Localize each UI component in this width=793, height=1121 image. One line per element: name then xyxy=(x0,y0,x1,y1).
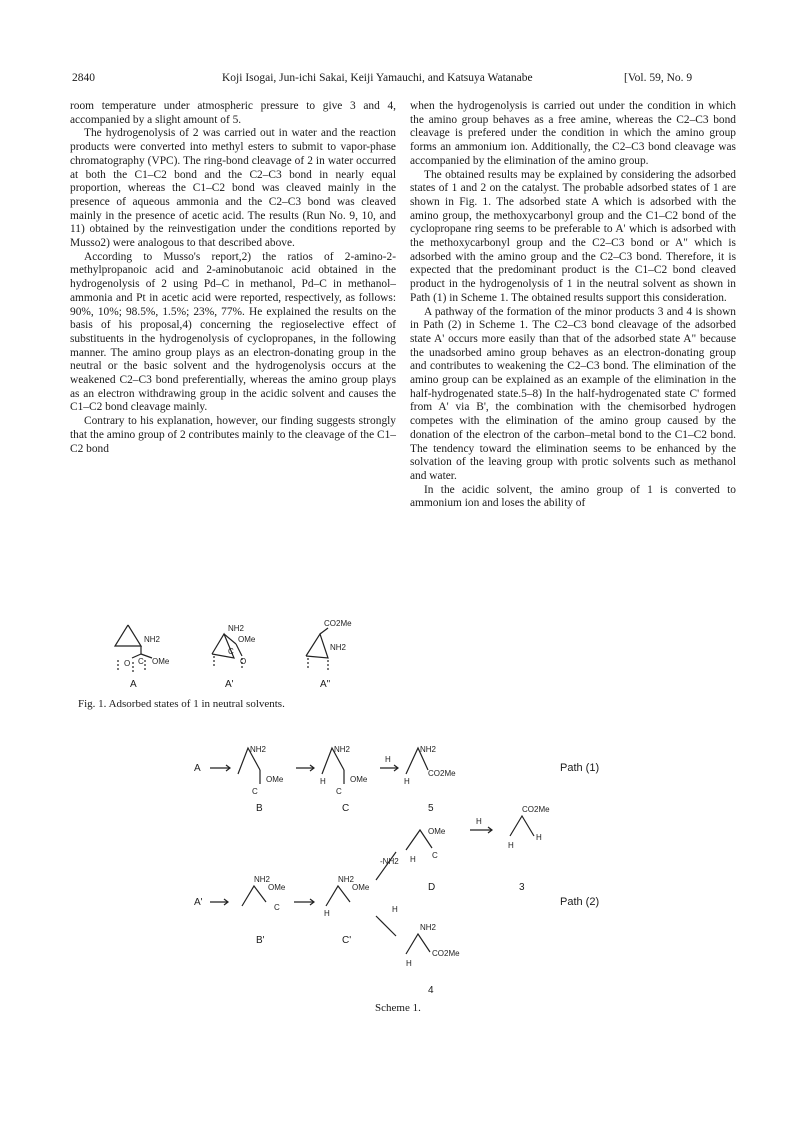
atom-label: NH2 xyxy=(144,635,161,644)
atom-label: NH2 xyxy=(338,875,355,884)
cyclopropane-ring-a xyxy=(115,625,141,646)
left-column xyxy=(70,100,396,456)
atom-label: H xyxy=(320,777,326,786)
atom-label: C xyxy=(432,851,438,860)
atom-label: OMe xyxy=(352,883,370,892)
atom-label: C xyxy=(252,787,258,796)
atom-label: NH2 xyxy=(334,745,351,754)
paragraph: A pathway of the formation of the minor products 3 and 4 is shown in Path (2) in Scheme 1. The C2–C3 bond cleavage of the adsorbed state A' occurs more easily than that of the adsorbed state A" because the unadsorbed amino group behaves as an electron-donating group and contributes to weakening the C2–C3 bond. The elimination of the amino group can be explained as an example of the elimination in the half-hydrogenated state.5–8) In the half-hydrogenated state C' formed from A' via B', the combination with the chemisorbed hydrogen competes with the elimination of the amino group caused by the donation of the electron of the carbon–metal bond to the C1–C2 bond. The tendency toward the elimination seems to be enhanced by the solvation of the leaving group with protic solvents such as methanol and water. xyxy=(410,305,736,482)
compound-label-5: 5 xyxy=(428,803,434,814)
volume-label: [Vol. 59, No. 9 xyxy=(624,72,693,84)
paragraph: According to Musso's report,2) the ratios of 2-amino-2-methylpropanoic acid and 2-aminobutanoic acid obtained in the hydrogenolysis of 2 using Pd–C in methanol, Pd–C in methanol–ammonia and Pt in acetic acid were reported, respectively, as follows: 90%, 10%; 98.5%, 1.5%; 23%, 77%. He explained the results on the basis of his proposal,4) concerning the regioselective effect of substituents in the hydrogenolysis of cyclopropanes, in the following manner. The amino group plays as an electron-donating group in the neutral or the basic solvent and the hydrogenolysis occurs at the weakened C2–C3 bond preferentially, whereas the amino group plays as an electron withdrawing group in the acidic solvent and causes the C1–C2 bond cleavage mainly. xyxy=(70,250,396,414)
atom-label: OMe xyxy=(268,883,286,892)
atom-label: CO2Me xyxy=(428,769,456,778)
right-column xyxy=(410,100,736,511)
atom-label: OMe xyxy=(350,775,368,784)
path-start-a: A xyxy=(194,763,201,774)
reaction-arrow xyxy=(376,916,396,936)
reagent-label: H xyxy=(392,905,398,914)
atom-label: NH2 xyxy=(254,875,271,884)
compound-label-c-prime: C' xyxy=(342,935,352,946)
reagent-label: H xyxy=(385,755,391,764)
atom-label: C xyxy=(228,647,234,656)
atom-label: H xyxy=(410,855,416,864)
reagent-label: H xyxy=(476,817,482,826)
atom-label: H xyxy=(406,959,412,968)
cyclopropane-ring-a-double-prime xyxy=(306,634,328,658)
figure-1-structures xyxy=(100,620,380,695)
atom-label: C xyxy=(274,903,280,912)
figure-1-caption: Fig. 1. Adsorbed states of 1 in neutral solvents. xyxy=(78,698,285,710)
compound-label-b: B xyxy=(256,803,263,814)
atom-label: H xyxy=(508,841,514,850)
compound-label-4: 4 xyxy=(428,985,434,996)
atom-label: OMe xyxy=(266,775,284,784)
structure-label-a-prime: A' xyxy=(225,679,234,690)
path-1-label: Path (1) xyxy=(560,762,600,774)
paragraph: In the acidic solvent, the amino group of 1 is converted to ammonium ion and loses the ability of xyxy=(410,483,736,510)
atom-label: C xyxy=(336,787,342,796)
paragraph: room temperature under atmospheric pressure to give 3 and 4, accompanied by a slight amount of 5. xyxy=(70,100,396,126)
atom-label: OMe xyxy=(238,635,256,644)
scheme-1-caption: Scheme 1. xyxy=(375,1002,421,1014)
open-chain-4 xyxy=(406,934,430,954)
atom-label: NH2 xyxy=(420,745,437,754)
structure-label-a-double-prime: A" xyxy=(320,679,331,690)
open-chain-3 xyxy=(510,816,534,836)
compound-label-b-prime: B' xyxy=(256,935,265,946)
atom-label: CO2Me xyxy=(432,949,460,958)
paragraph: when the hydrogenolysis is carried out under the condition in which the amino group behaves as a free amine, whereas the C2–C3 bond cleavage is prefered under the condition in which the amino group forms an ammonium ion. Additionally, the C2–C3 bond cleavage was accompanied by the elimination of the amino group. xyxy=(410,100,736,167)
structure-label-a: A xyxy=(130,679,137,690)
paragraph: Contrary to his explanation, however, our finding suggests strongly that the amino group of 2 contributes mainly to the cleavage of the C1–C2 bond xyxy=(70,415,396,455)
running-header-authors: Koji Isogai, Jun-ichi Sakai, Keiji Yamauchi, and Katsuya Watanabe xyxy=(222,72,533,84)
compound-label-3: 3 xyxy=(519,882,525,893)
atom-label: NH2 xyxy=(420,923,437,932)
scheme-1-structures xyxy=(170,740,630,1000)
atom-label: OMe xyxy=(152,657,170,666)
open-chain-b-prime xyxy=(242,886,266,906)
atom-label: CO2Me xyxy=(522,805,550,814)
atom-label: H xyxy=(324,909,330,918)
compound-label-d: D xyxy=(428,882,436,893)
reagent-label: -NH2 xyxy=(380,857,399,866)
atom-label: H xyxy=(536,833,542,842)
atom-label: NH2 xyxy=(250,745,267,754)
open-chain-c-prime xyxy=(326,886,350,906)
atom-label: CO2Me xyxy=(324,620,352,628)
page-number: 2840 xyxy=(72,72,95,84)
atom-label: C xyxy=(138,657,144,666)
atom-label: NH2 xyxy=(228,624,245,633)
atom-label: O xyxy=(240,657,247,666)
paragraph: The hydrogenolysis of 2 was carried out in water and the reaction products were converted into methyl esters to submit to vapor-phase chromatography (VPC). The ring-bond cleavage of 2 in water occurred at both the C1–C2 bond and the C2–C3 bond in nearly equal proportion, whereas the C1–C2 bond was cleaved mainly in the presence of aqueous ammonia and the C2–C3 bond was cleaved mainly in the presence of acetic acid. The results (Run No. 9, 10, and 11) obtained by the reinvestigation under the conditions reported by Musso2) were analogous to that described above. xyxy=(70,127,396,250)
atom-label: NH2 xyxy=(330,643,347,652)
atom-label: H xyxy=(404,777,410,786)
path-start-a-prime: A' xyxy=(194,897,203,908)
atom-label: OMe xyxy=(428,827,446,836)
compound-label-c: C xyxy=(342,803,350,814)
atom-label: O xyxy=(124,659,131,668)
paragraph: The obtained results may be explained by considering the adsorbed states of 1 and 2 on the catalyst. The probable adsorbed states of 1 are shown in Fig. 1. The adsorbed state A which is adsorbed with the amino group, the methoxycarbonyl group and the C1–C2 bond of the cyclopropane ring seems to be preferable to A' which is adsorbed with the methoxycarbonyl group and the C2–C3 bond or A" which is adsorbed with the amino group and the C2–C3 bond. Therefore, it is expected that the predominant product is the C1–C2 bond cleaved product in the hydrogenolysis of 1 in the neutral solvent as shown in Path (1) in Scheme 1. The obtained results support this consideration. xyxy=(410,168,736,304)
path-2-label: Path (2) xyxy=(560,896,600,908)
